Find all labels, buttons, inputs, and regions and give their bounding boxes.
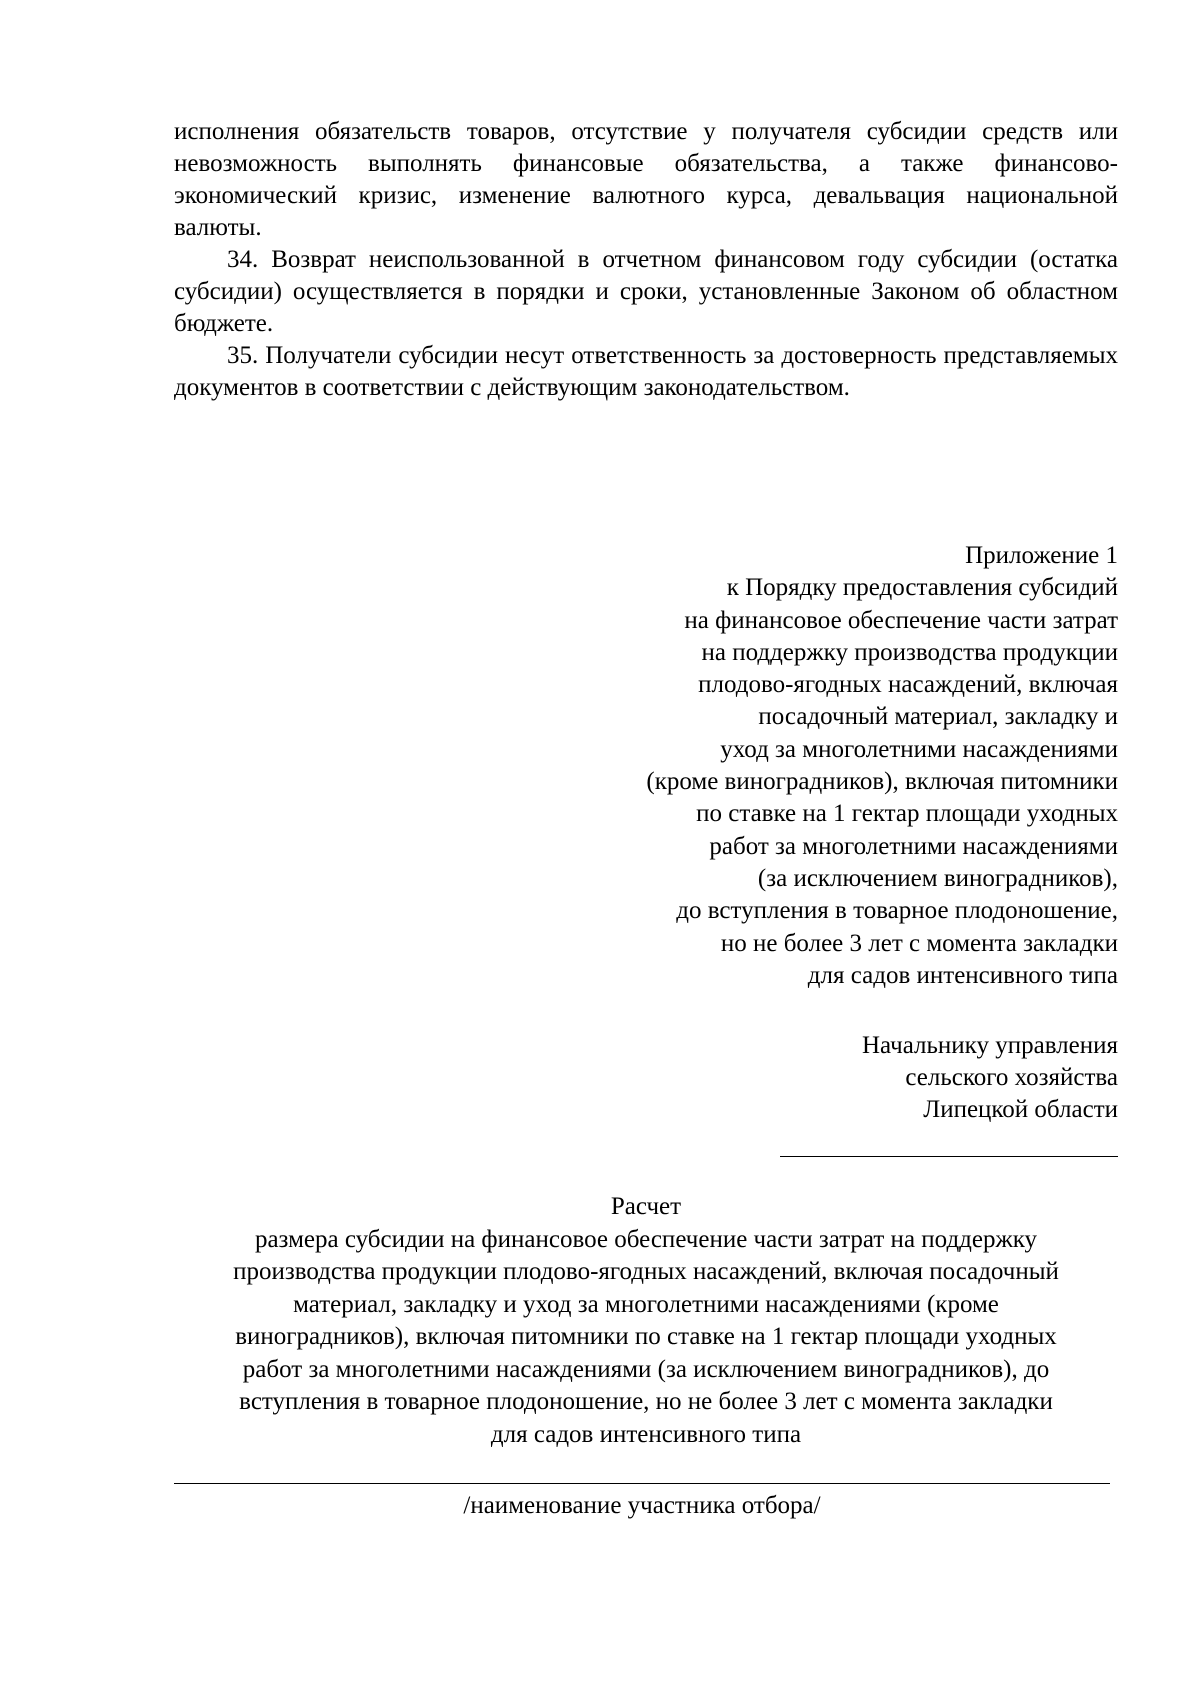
appendix-header (418, 540, 1118, 992)
appendix-line: посадочный материал, закладку и (758, 703, 1118, 731)
calculation-title-block (150, 1191, 1142, 1451)
appendix-line: (за исключением виноградников), (757, 864, 1118, 892)
paragraph-continuation: исполнения обязательств товаров, отсутствие у получателя субсидии средств или невозможность выполнять финансовые обязательства, а также финансово-экономический кризис, изменение валютного курса, девальвация национальной валюты. (174, 118, 1118, 241)
appendix-line: по ставке на 1 гектар площади уходных (696, 800, 1118, 828)
appendix-line: уход за многолетними насаждениями (720, 735, 1118, 763)
participant-name-line (174, 1483, 1110, 1484)
appendix-line: (кроме виноградников), включая питомники (646, 768, 1118, 796)
calculation-subtitle-line: производства продукции плодово-ягодных насаждений, включая посадочный (233, 1258, 1059, 1285)
addressee-line: Начальнику управления (862, 1032, 1118, 1059)
calculation-subtitle-line: для садов интенсивного типа (490, 1420, 802, 1448)
calculation-subtitle-line: виноградников), включая питомники по ставке на 1 гектар площади уходных (235, 1323, 1057, 1350)
calculation-subtitle-line: вступления в товарное плодоношение, но не более 3 лет с момента закладки (239, 1388, 1053, 1415)
appendix-line: Приложение 1 (965, 542, 1118, 569)
participant-name-caption: /наименование участника отбора/ (463, 1492, 821, 1519)
appendix-line: работ за многолетними насаждениями (709, 832, 1118, 860)
addressee-line: сельского хозяйства (905, 1064, 1118, 1091)
paragraph-34: 34. Возврат неиспользованной в отчетном финансовом году субсидии (остатка субсидии) осуществляется в порядки и сроки, установленные Законом об областном бюджете. (174, 246, 1118, 337)
appendix-line: до вступления в товарное плодоношение, (676, 897, 1118, 925)
addressee-line: Липецкой области (923, 1096, 1118, 1123)
appendix-line: к Порядку предоставления субсидий (726, 574, 1118, 602)
appendix-line: на поддержку производства продукции (701, 638, 1118, 666)
calculation-title: Расчет (610, 1193, 682, 1220)
appendix-line: плодово-ягодных насаждений, включая (698, 671, 1118, 699)
appendix-line: но не более 3 лет с момента закладки (720, 929, 1118, 957)
body-text (174, 116, 1118, 404)
addressee-signature-line (780, 1156, 1118, 1157)
calculation-subtitle-line: материал, закладку и уход за многолетними насаждениями (кроме (293, 1290, 999, 1318)
paragraph-35: 35. Получатели субсидии несут ответственность за достоверность представляемых документов в соответствии с действующим законодательством. (174, 342, 1118, 401)
calculation-subtitle-line: работ за многолетними насаждениями (за исключением виноградников), до (242, 1355, 1050, 1383)
appendix-line: на финансовое обеспечение части затрат (684, 606, 1118, 634)
appendix-line: для садов интенсивного типа (807, 961, 1118, 989)
addressee-block (618, 1030, 1118, 1126)
calculation-subtitle-line: размера субсидии на финансовое обеспечение части затрат на поддержку (254, 1225, 1038, 1253)
